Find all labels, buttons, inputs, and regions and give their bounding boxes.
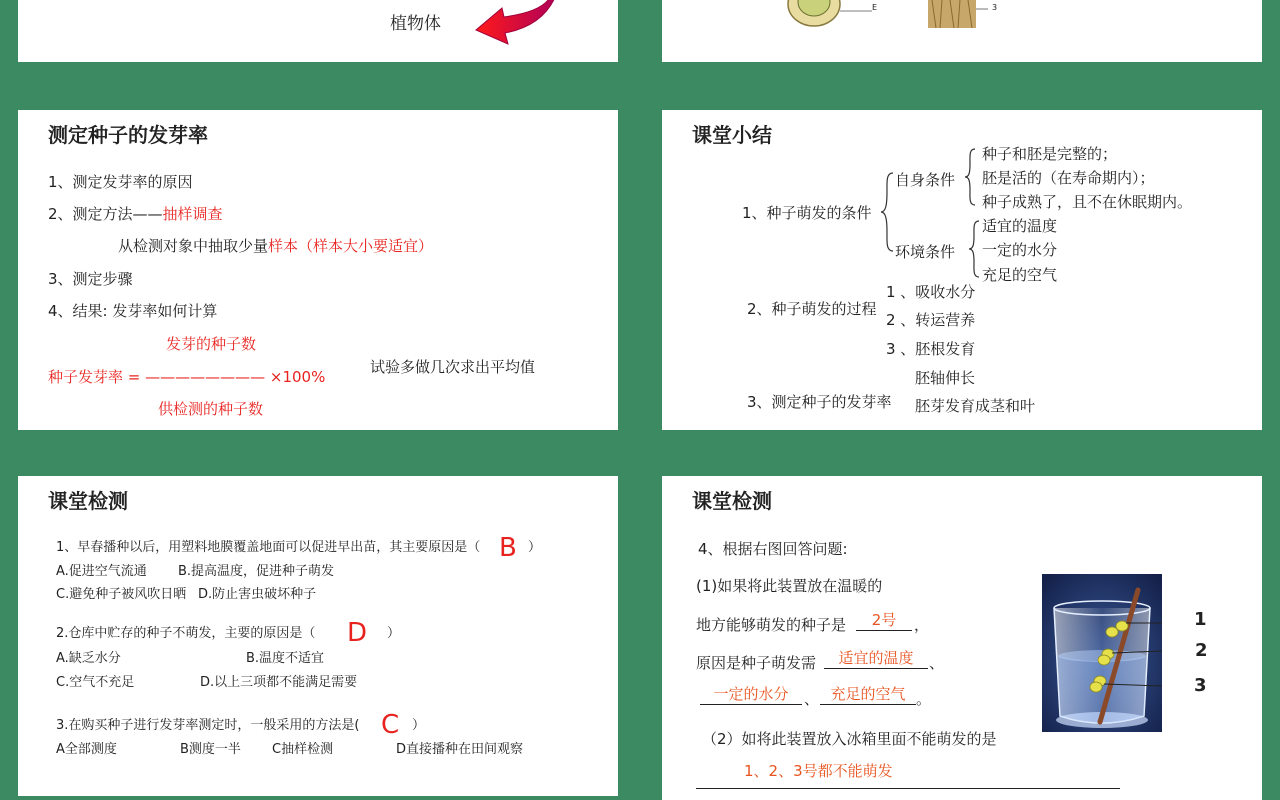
- option-1d: D.防止害虫破坏种子: [198, 587, 317, 602]
- question-4-part1-d-suffix: 。: [916, 690, 932, 708]
- option-2d: D.以上三项都不能满足需要: [200, 675, 358, 690]
- brace-icon: [880, 172, 894, 252]
- process-step-5: 胚芽发育成茎和叶: [915, 397, 1036, 415]
- option-3b: B测度一半: [180, 742, 241, 757]
- plant-body-label: 植物体: [390, 14, 441, 34]
- option-2b: B.温度不适宜: [246, 651, 325, 666]
- question-4-part2: （2）如将此装置放入冰箱里面不能萌发的是: [702, 730, 997, 748]
- text-line-2: [48, 204, 223, 224]
- text-line-2-highlight: 抽样调查: [162, 205, 223, 223]
- brace-icon: [968, 220, 980, 278]
- self-condition-a: 种子和胚是完整的；: [982, 145, 1118, 163]
- question-4: 4、根据右图回答问题:: [698, 540, 848, 558]
- process-step-3: 3 、胚根发育: [886, 340, 976, 358]
- slide-top-right: [662, 0, 1262, 62]
- summary-item-3: 3、测定种子的发芽率: [747, 393, 892, 411]
- self-condition-c: 种子成熟了，且不在休眠期内。: [982, 193, 1193, 211]
- process-step-1: 1 、吸收水分: [886, 283, 976, 301]
- option-2a: A.缺乏水分: [56, 651, 121, 666]
- slide-title: 课堂检测: [48, 489, 128, 513]
- summary-item-1: 1、种子萌发的条件: [742, 204, 872, 222]
- env-condition-b: 一定的水分: [982, 241, 1058, 259]
- formula-numerator: 发芽的种子数: [166, 335, 257, 353]
- slide-summary: [662, 110, 1262, 430]
- slide-quiz-1: [18, 476, 618, 796]
- question-4-part1-c-suffix: 、: [929, 654, 945, 672]
- option-3c: C抽样检测: [272, 742, 334, 757]
- env-condition-label: 环境条件: [895, 243, 956, 261]
- question-4-part1-b: 地方能够萌发的种子是: [696, 616, 847, 634]
- question-2-close: ）: [387, 626, 401, 641]
- question-3-answer: C: [381, 710, 400, 740]
- option-3d: D直接播种在田间观察: [396, 742, 524, 757]
- summary-item-2: 2、种子萌发的过程: [747, 300, 877, 318]
- red-arrow-icon: [456, 0, 556, 50]
- question-2: 2.仓库中贮存的种子不萌发，主要的原因是（: [56, 626, 316, 641]
- question-3: 3.在购买种子进行发芽率测定时，一般采用的方法是(: [56, 718, 360, 733]
- beaker-figure: [1042, 574, 1162, 732]
- question-4-part1-b-suffix: ，: [914, 616, 930, 634]
- slide-top-left: [18, 0, 618, 62]
- env-condition-c: 充足的空气: [982, 266, 1058, 284]
- answer-water: 一定的水分: [700, 684, 802, 705]
- answer-seed-number: 2号: [856, 610, 912, 631]
- option-2c: C.空气不充足: [56, 675, 135, 690]
- answer-line: [696, 788, 1120, 789]
- slide-title: 课堂小结: [692, 123, 772, 147]
- note-average: 试验多做几次求出平均值: [370, 358, 536, 376]
- question-4-part1-a: (1)如果将此装置放在温暖的: [696, 577, 883, 595]
- text-line-2b-prefix: 从检测对象中抽取少量: [118, 237, 269, 255]
- figure-label-1: 1: [1194, 609, 1207, 630]
- question-1: 1、早春播种以后，用塑料地膜覆盖地面可以促进早出苗，其主要原因是（: [56, 540, 481, 555]
- label-e: E: [872, 3, 878, 12]
- answer-fridge: 1、2、3号都不能萌发: [744, 762, 893, 780]
- question-3-close: ）: [412, 718, 426, 733]
- brace-icon: [964, 148, 976, 206]
- text-line-4: 4、结果: 发芽率如何计算: [48, 302, 218, 320]
- slide-title: 课堂检测: [692, 489, 772, 513]
- text-line-3: 3、测定步骤: [48, 270, 133, 288]
- question-2-answer: D: [347, 618, 368, 648]
- option-3a: A全部测度: [56, 742, 117, 757]
- question-1-answer: B: [499, 533, 517, 563]
- slide-title: 测定种子的发芽率: [48, 123, 208, 147]
- formula-denominator: 供检测的种子数: [158, 400, 264, 418]
- answer-air: 充足的空气: [820, 684, 916, 705]
- slide-quiz-2: [662, 476, 1262, 800]
- process-step-2: 2 、转运营养: [886, 311, 976, 329]
- text-line-2b: [118, 236, 433, 256]
- process-step-4: 胚轴伸长: [915, 369, 976, 387]
- env-condition-a: 适宜的温度: [982, 217, 1058, 235]
- figure-label-3: 3: [1194, 675, 1207, 696]
- question-4-part1-c: 原因是种子萌发需: [696, 654, 817, 672]
- text-line-2-prefix: 2、测定方法——: [48, 205, 163, 223]
- slide-germination-rate: [18, 110, 618, 430]
- answer-temperature: 适宜的温度: [824, 648, 928, 669]
- root-illustration: [928, 0, 988, 40]
- option-1b: B.提高温度，促进种子萌发: [178, 564, 335, 579]
- formula-main: 种子发芽率 = ———————— ×100%: [48, 368, 326, 386]
- text-line-2b-highlight: 样本（样本大小要适宜）: [268, 237, 434, 255]
- label-3: 3: [992, 3, 998, 12]
- question-4-part1-d-sep: 、: [804, 690, 820, 708]
- option-1c: C.避免种子被风吹日晒: [56, 587, 187, 602]
- self-condition-b: 胚是活的（在寿命期内）；: [982, 169, 1155, 187]
- self-condition-label: 自身条件: [895, 171, 956, 189]
- figure-label-2: 2: [1195, 640, 1208, 661]
- text-line-1: 1、测定发芽率的原因: [48, 173, 193, 191]
- question-1-close: ）: [528, 540, 542, 555]
- option-1a: A.促进空气流通: [56, 564, 147, 579]
